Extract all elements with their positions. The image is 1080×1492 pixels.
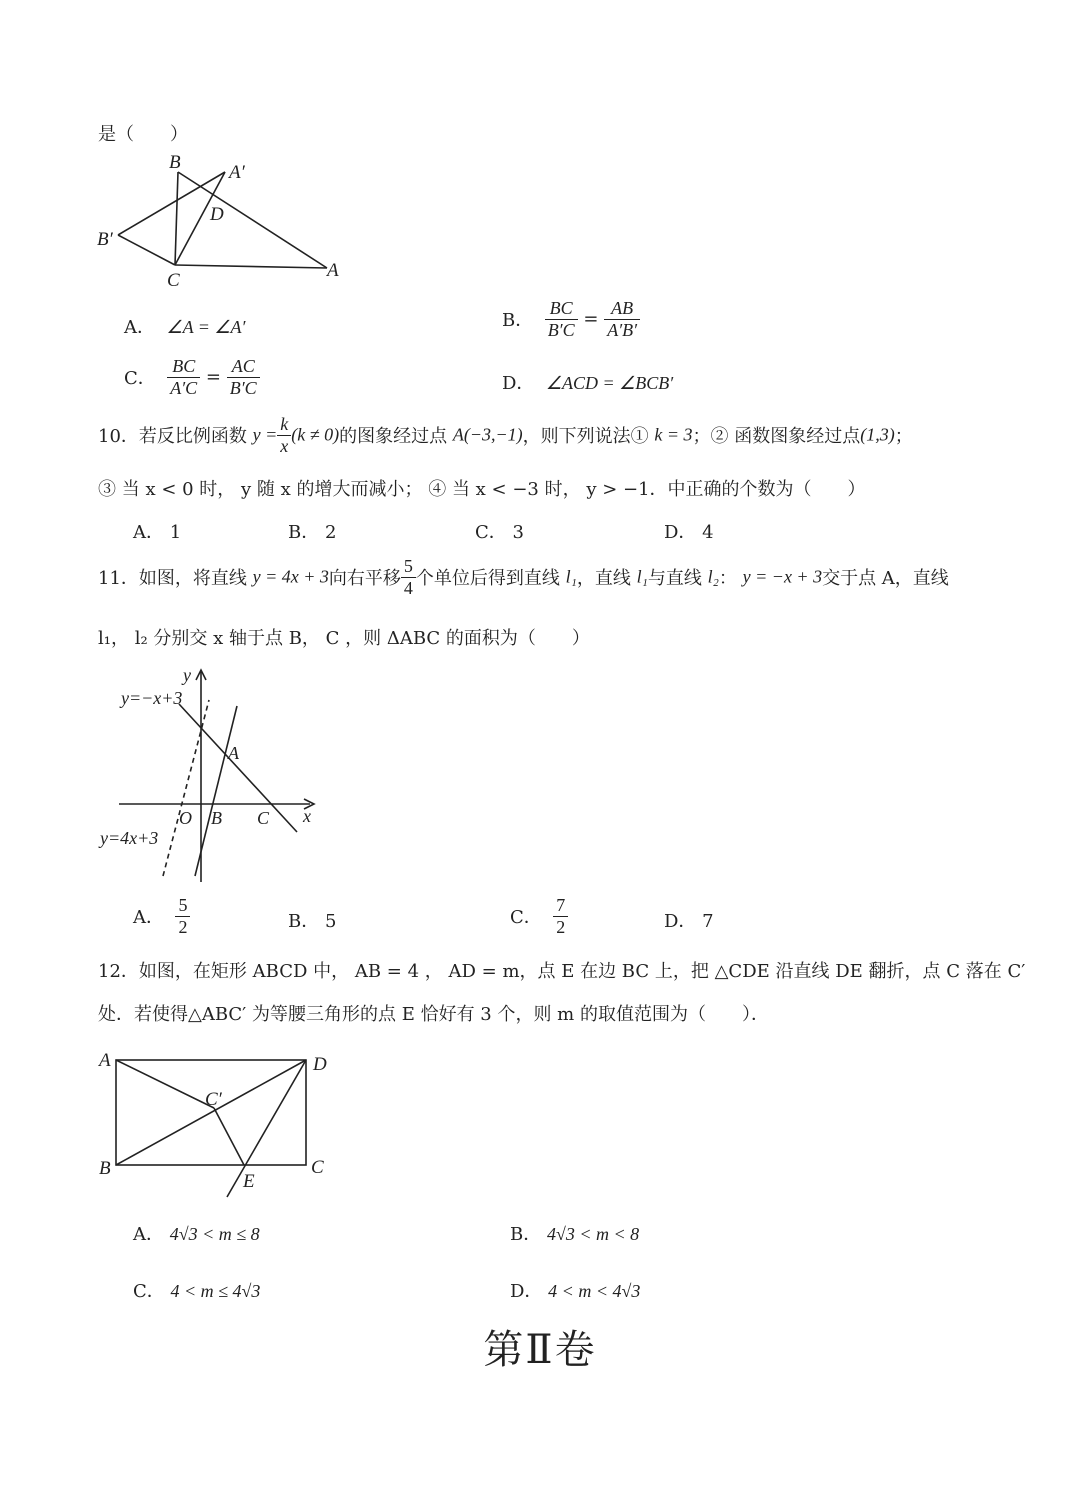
rect-label-A: A (99, 1050, 111, 1071)
q11-option-b: B． 5 (288, 911, 337, 932)
rect-label-E: E (243, 1171, 255, 1192)
q12-line2: 处．若使得△ABC′ 为等腰三角形的点 E 恰好有 3 个，则 m 的取值范围为（ ）． (98, 1004, 769, 1025)
rect-label-C: C (311, 1157, 324, 1178)
q12-option-c: C． 4 < m ≤ 4√3 (133, 1281, 261, 1302)
q11-option-c: C． $\frac{7}{2}$ (510, 895, 568, 937)
line-label-1: y=−x+3 (121, 688, 183, 708)
q11-graph (95, 664, 335, 894)
fraction: $\frac{AC}{B'C}$ (227, 356, 260, 398)
label-C: C (167, 270, 180, 290)
rect-label-C-prime: C′ (205, 1089, 222, 1110)
axis-x-label: x (303, 806, 311, 826)
q12-option-a: A． 4√3 < m ≤ 8 (133, 1224, 260, 1245)
q10-line1: 10．若反比例函数 y = $\frac{k}{x}$ (k ≠ 0)的图象经过点 A(−3,−1)，则下列说法① k = 3；② 函数图象经过点(1,3)； (98, 414, 913, 456)
q12-figure (95, 1042, 345, 1202)
q9-option-d: D． ∠ACD = ∠BCB′ (502, 373, 674, 394)
label-A: A (327, 260, 339, 281)
q10-option-d: D． 4 (664, 522, 714, 543)
label-D: D (210, 204, 224, 225)
fraction: $\frac{AB}{A'B'}$ (604, 298, 640, 340)
q11-option-a: A． $\frac{5}{2}$ (133, 895, 190, 937)
q9-option-c: C． $\frac{BC}{A'C}$ = $\frac{AC}{B'C}$ (124, 356, 260, 398)
fraction: $\frac{BC}{A'C}$ (167, 356, 200, 398)
rect-label-D: D (313, 1054, 327, 1075)
q10-line2: ③ 当 x < 0 时， y 随 x 的增大而减小； ④ 当 x < −3 时， y > −1．中正确的个数为（ ） (98, 479, 866, 500)
point-B-label: B (211, 808, 222, 828)
q9-tail: 是（ ） (98, 124, 188, 145)
fraction: $\frac{BC}{B'C}$ (545, 298, 578, 340)
point-A-label: A (228, 743, 239, 763)
q9-option-a: A． ∠A = ∠A′ (124, 317, 246, 338)
label-B: B (169, 152, 181, 173)
point-C-label: C (257, 808, 270, 828)
q11-line2: l₁， l₂ 分别交 x 轴于点 B， C ，则 ΔABC 的面积为（ ） (98, 628, 590, 649)
q9-figure (95, 150, 355, 290)
label-B-prime: B′ (97, 229, 113, 250)
q11-option-d: D． 7 (664, 911, 714, 932)
q9-option-b: B． $\frac{BC}{B'C}$ = $\frac{AB}{A'B'}$ (502, 298, 640, 340)
q12-option-d: D． 4 < m < 4√3 (510, 1281, 641, 1302)
axis-y-label: y (183, 665, 191, 685)
origin-label: O (179, 808, 192, 828)
q12-line1: 12．如图，在矩形 ABCD 中， AB = 4 ， AD = m，点 E 在边 BC 上，把 △CDE 沿直线 DE 翻折，点 C 落在 C′ (98, 961, 1026, 982)
q10-option-c: C． 3 (475, 522, 524, 543)
q12-option-b: B． 4√3 < m < 8 (510, 1224, 640, 1245)
section-title: 第Ⅱ卷 (483, 1327, 597, 1373)
q10-option-b: B． 2 (288, 522, 337, 543)
q10-option-a: A． 1 (133, 522, 182, 543)
q11-line1: 11．如图，将直线 y = 4x + 3向右平移 $\frac{5}{4}$ 个单位后得到直线 l₁，直线 l₁与直线 l₂： y = −x + 3交于点 A，直线 (98, 556, 949, 598)
line-label-2: y=4x+3 (100, 828, 159, 848)
rect-label-B: B (99, 1158, 111, 1179)
label-A-prime: A′ (229, 162, 245, 183)
